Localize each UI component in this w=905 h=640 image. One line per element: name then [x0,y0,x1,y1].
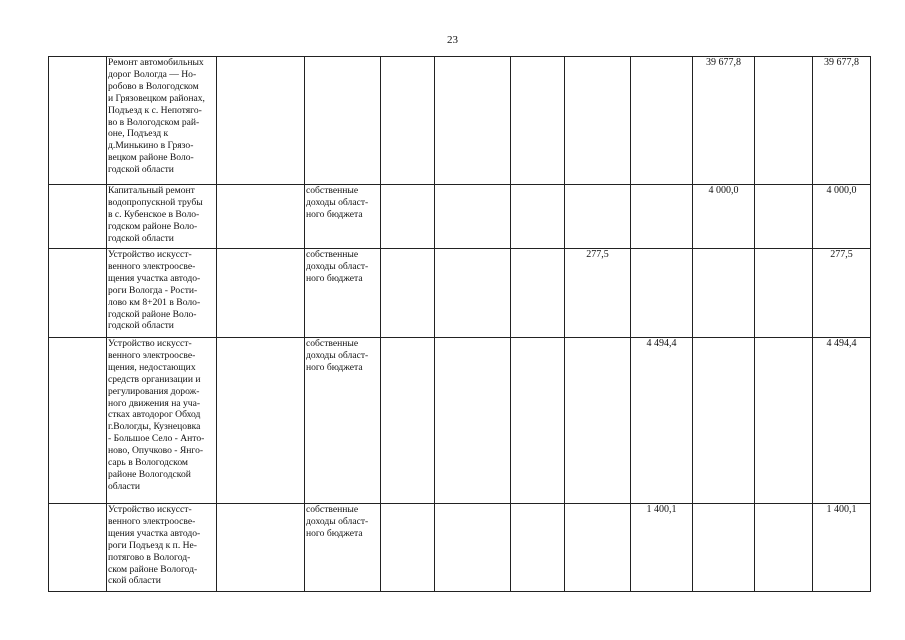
description-line: вецком районе Воло- [108,152,194,164]
value-cell [511,338,565,504]
funding-source-line: доходы област- [306,196,369,208]
value-cell [511,57,565,185]
value-text: 39 677,8 [706,57,741,68]
value-cell [381,338,435,504]
description-line: ного движения на уча- [108,397,201,409]
funding-source-cell [305,249,381,338]
funding-source-line: ного бюджета [306,272,363,284]
description-line: роги Вологда - Рости- [108,284,198,296]
value-cell [631,338,693,504]
empty-cell [217,57,305,185]
description-line: - Большое Село - Анто- [108,433,205,445]
value-cell [631,185,693,249]
funding-source-line: собственные [306,249,359,260]
value-text: 1 400,1 [646,504,677,515]
description-line: дорог Вологда — Но- [108,68,197,80]
table-row [49,185,871,249]
value-text: 1 400,1 [826,504,857,515]
description-cell [107,338,217,504]
description-line: годском районе Воло- [108,220,198,232]
description-line: годской области [108,320,174,332]
value-cell [565,185,631,249]
value-cell [435,57,511,185]
funding-source-cell [305,185,381,249]
value-cell [511,249,565,338]
table-row [49,504,871,592]
description-line: годской области [108,232,174,244]
total-value-cell [813,185,871,249]
funding-source-line: доходы област- [306,260,369,272]
table-row [49,57,871,185]
table-row [49,249,871,338]
description-line: Устройство искусст- [108,504,192,515]
description-line: щения, недостающих [108,361,196,373]
empty-cell [217,185,305,249]
funding-source-line: собственные [306,185,359,196]
description-line: г.Вологды, Кузнецовка [108,421,201,433]
description-line: годской районе Воло- [108,308,197,320]
funding-source-line: доходы област- [306,349,369,361]
description-line: оне, Подъезд к [108,128,169,140]
description-line: ском районе Вологод- [108,563,198,575]
value-text: 4 000,0 [708,185,739,196]
funding-source-line: ного бюджета [306,527,363,539]
value-cell [381,185,435,249]
description-line: щения участка автодо- [108,272,201,284]
value-cell [693,57,755,185]
total-value-cell [813,338,871,504]
description-line: районе Вологодской [108,468,191,480]
value-text: 4 494,4 [646,338,677,349]
row-index-cell [49,338,107,504]
description-line: сарь в Вологодском [108,457,189,469]
funding-source-line: собственные [306,338,359,349]
funding-source-line: собственные [306,504,359,515]
empty-cell [217,338,305,504]
value-cell [631,57,693,185]
value-cell [511,504,565,592]
description-line: в с. Кубенское в Воло- [108,208,200,220]
description-line: годской области [108,164,174,176]
description-line: средств организации и [108,373,201,385]
value-text: 39 677,8 [824,57,859,68]
row-index-cell [49,185,107,249]
row-index-cell [49,504,107,592]
total-value-cell [813,249,871,338]
table-row [49,338,871,504]
description-cell [107,249,217,338]
description-line: Ремонт автомобильных [108,57,204,68]
description-line: и Грязовецком районах, [108,92,205,104]
row-index-cell [49,249,107,338]
description-line: щения участка автодо- [108,527,201,539]
description-line: Устройство искусст- [108,249,192,260]
value-cell [631,249,693,338]
value-cell [755,185,813,249]
description-line: ской области [108,575,161,587]
description-line: Устройство искусст- [108,338,192,349]
value-cell [565,504,631,592]
funding-source-line: ного бюджета [306,208,363,220]
description-line: венного электроосве- [108,349,196,361]
description-line: Подъезд к с. Непотяго- [108,104,202,116]
funding-source-cell [305,338,381,504]
page-number: 23 [447,34,458,46]
value-cell [631,504,693,592]
budget-table [48,56,871,592]
empty-cell [217,249,305,338]
description-line: робово в Вологодском [108,80,199,92]
funding-source-cell [305,57,381,185]
description-line: венного электроосве- [108,260,196,272]
value-cell [511,185,565,249]
value-cell [381,57,435,185]
description-line: водопропускной трубы [108,196,203,208]
description-line: роги Подъезд к п. Не- [108,539,197,551]
total-value-cell [813,57,871,185]
description-line: стках автодорог Обход [108,409,201,421]
description-line: венного электроосве- [108,515,196,527]
value-cell [755,57,813,185]
description-line: лово км 8+201 в Воло- [108,296,201,308]
value-cell [755,249,813,338]
total-value-cell [813,504,871,592]
description-line: д.Минькино в Грязо- [108,140,194,152]
description-line: потягово в Вологод- [108,551,191,563]
value-cell [381,249,435,338]
value-cell [693,338,755,504]
value-cell [693,504,755,592]
table-body [49,57,871,592]
value-cell [565,338,631,504]
description-cell [107,57,217,185]
description-line: Капитальный ремонт [108,185,195,196]
funding-source-cell [305,504,381,592]
funding-source-line: доходы област- [306,515,369,527]
value-text: 277,5 [830,249,853,260]
value-cell [435,185,511,249]
value-text: 4 494,4 [826,338,857,349]
description-line: ново, Опучково - Янго- [108,445,204,457]
description-cell [107,504,217,592]
description-line: области [108,480,141,492]
value-cell [565,249,631,338]
value-text: 277,5 [586,249,609,260]
value-cell [755,504,813,592]
row-index-cell [49,57,107,185]
value-text: 4 000,0 [826,185,857,196]
funding-source-line: ного бюджета [306,361,363,373]
value-cell [435,249,511,338]
description-line: регулирования дорож- [108,385,200,397]
description-line: во в Вологодском рай- [108,116,200,128]
value-cell [435,504,511,592]
value-cell [381,504,435,592]
description-cell [107,185,217,249]
value-cell [693,185,755,249]
empty-cell [217,504,305,592]
value-cell [435,338,511,504]
value-cell [755,338,813,504]
value-cell [565,57,631,185]
value-cell [693,249,755,338]
